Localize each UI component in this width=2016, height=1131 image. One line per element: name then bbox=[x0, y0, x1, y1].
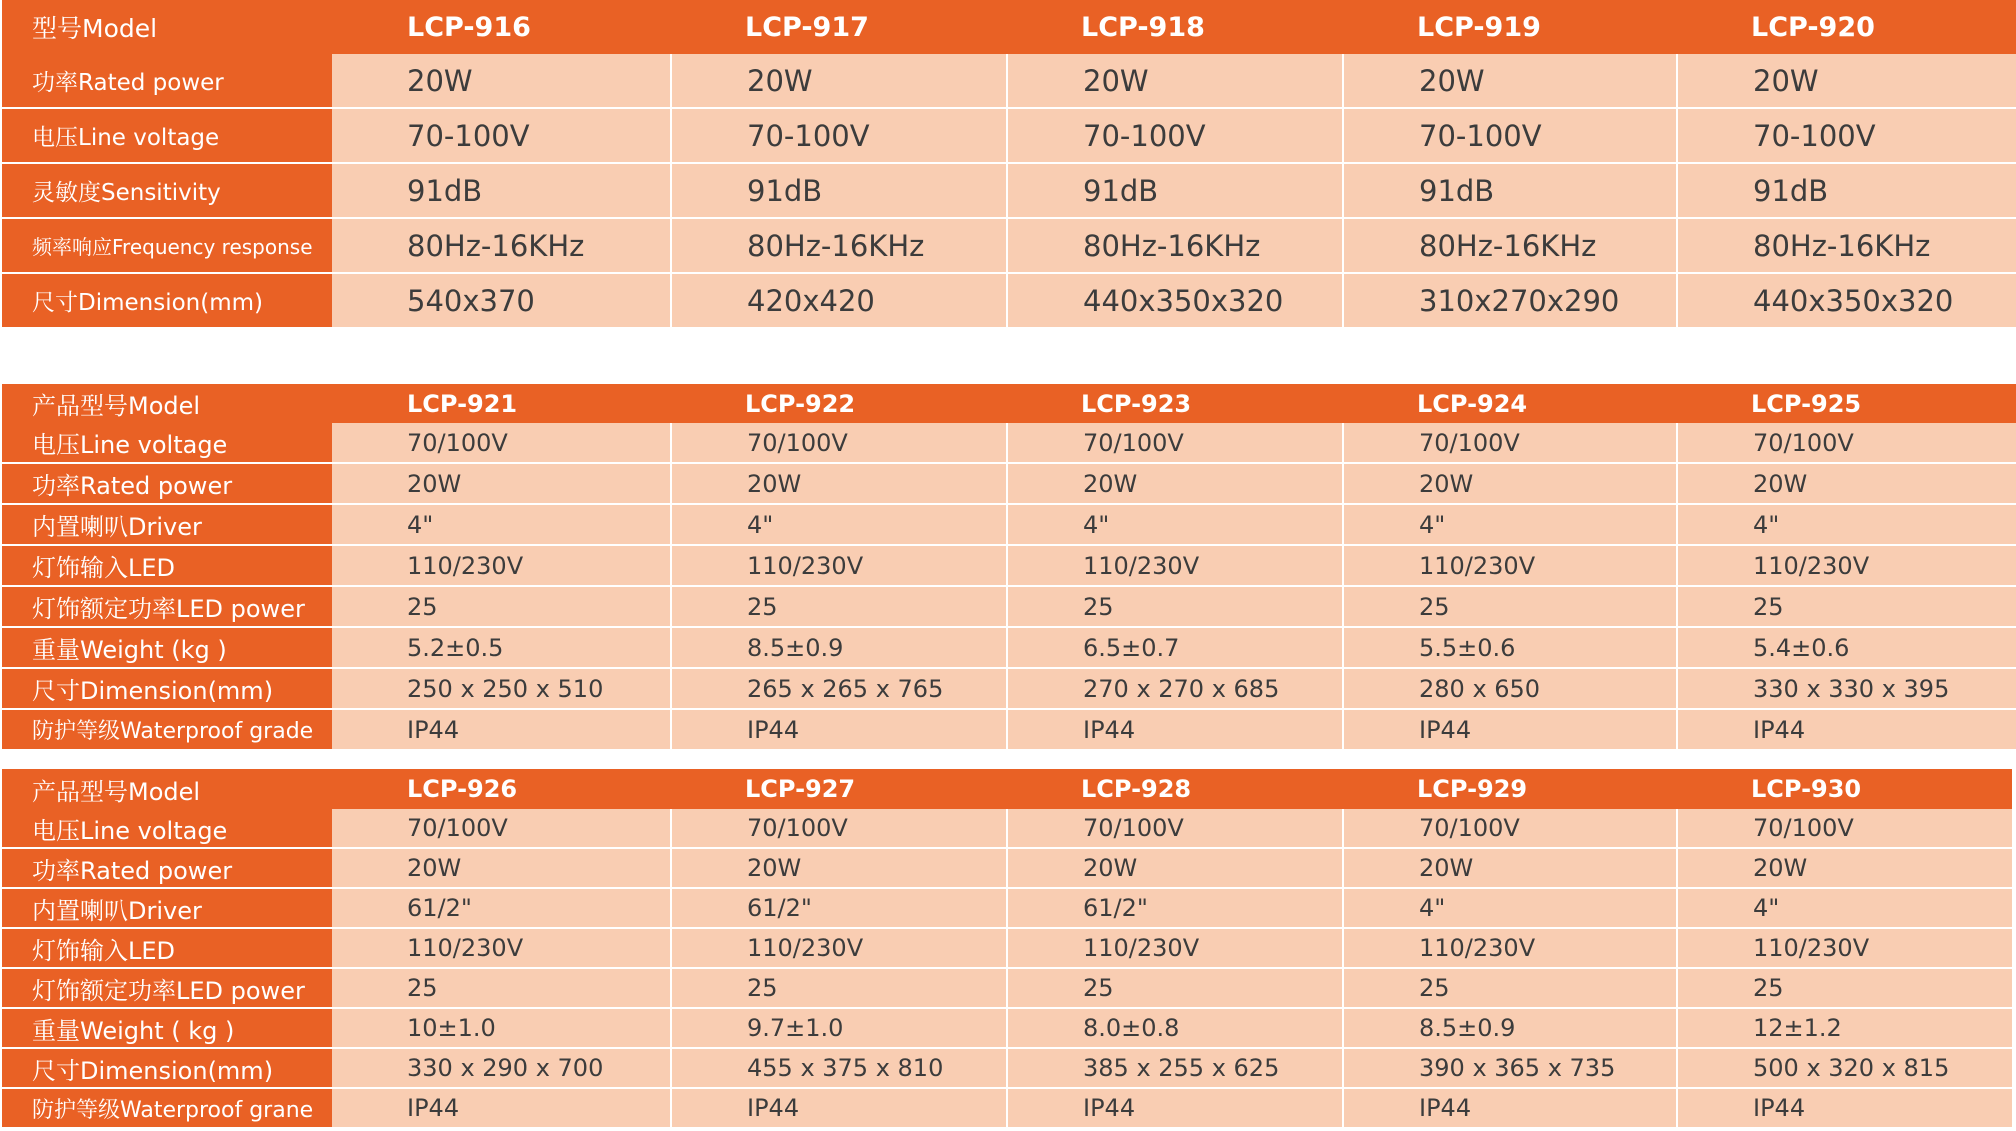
model-name: LCP-925 bbox=[1676, 384, 2016, 423]
spec-value: 70/100V bbox=[670, 423, 1006, 464]
model-name: LCP-929 bbox=[1342, 769, 1676, 809]
model-label: 产品型号Model bbox=[2, 384, 332, 423]
spec-value: 80Hz-16KHz bbox=[1006, 219, 1342, 274]
spec-value: 540x370 bbox=[332, 274, 670, 329]
spec-label: 功率Rated power bbox=[2, 54, 332, 109]
spec-value: 4" bbox=[1676, 889, 2012, 929]
spec-value: IP44 bbox=[1342, 710, 1676, 751]
spec-value: 110/230V bbox=[670, 929, 1006, 969]
spec-value: 270 x 270 x 685 bbox=[1006, 669, 1342, 710]
spec-value: IP44 bbox=[670, 1089, 1006, 1129]
spec-value: 80Hz-16KHz bbox=[670, 219, 1006, 274]
spec-value: 5.2±0.5 bbox=[332, 628, 670, 669]
spec-value: 70/100V bbox=[1676, 809, 2012, 849]
table-row bbox=[2, 587, 2016, 628]
table-row bbox=[2, 1049, 2012, 1089]
model-label: 型号Model bbox=[2, 0, 332, 54]
spec-label: 灯饰额定功率LED power bbox=[2, 587, 332, 628]
spec-label: 防护等级Waterproof grane bbox=[2, 1089, 332, 1129]
table-row bbox=[2, 710, 2016, 751]
spec-value: 20W bbox=[1676, 464, 2016, 505]
table-row bbox=[2, 969, 2012, 1009]
spec-value: 385 x 255 x 625 bbox=[1006, 1049, 1342, 1089]
spec-value: 20W bbox=[1676, 54, 2016, 109]
table-row bbox=[2, 274, 2016, 329]
spec-label: 电压Line voltage bbox=[2, 109, 332, 164]
spec-value: 20W bbox=[1006, 54, 1342, 109]
table-row bbox=[2, 109, 2016, 164]
spec-value: 110/230V bbox=[332, 929, 670, 969]
spec-value: 20W bbox=[670, 849, 1006, 889]
table-row bbox=[2, 219, 2016, 274]
spec-value: 61/2" bbox=[332, 889, 670, 929]
spec-value: IP44 bbox=[1676, 1089, 2012, 1129]
spec-value: 110/230V bbox=[1676, 546, 2016, 587]
spec-value: 91dB bbox=[1006, 164, 1342, 219]
model-name: LCP-927 bbox=[670, 769, 1006, 809]
spec-value: 70-100V bbox=[1006, 109, 1342, 164]
spec-label: 尺寸Dimension(mm) bbox=[2, 274, 332, 329]
spec-value: 80Hz-16KHz bbox=[1676, 219, 2016, 274]
spec-value: 25 bbox=[1006, 587, 1342, 628]
spec-value: 70/100V bbox=[332, 423, 670, 464]
model-name: LCP-930 bbox=[1676, 769, 2012, 809]
spec-value: 70/100V bbox=[1006, 809, 1342, 849]
spec-value: 8.0±0.8 bbox=[1006, 1009, 1342, 1049]
spec-value: 110/230V bbox=[332, 546, 670, 587]
spec-label: 内置喇叭Driver bbox=[2, 889, 332, 929]
spec-value: 6.5±0.7 bbox=[1006, 628, 1342, 669]
spec-value: 420x420 bbox=[670, 274, 1006, 329]
spec-value: 25 bbox=[332, 587, 670, 628]
spec-label: 灯饰额定功率LED power bbox=[2, 969, 332, 1009]
spec-label: 电压Line voltage bbox=[2, 809, 332, 849]
spec-value: 500 x 320 x 815 bbox=[1676, 1049, 2012, 1089]
model-name: LCP-921 bbox=[332, 384, 670, 423]
spec-value: 25 bbox=[670, 969, 1006, 1009]
table-header-row bbox=[2, 0, 2016, 54]
spec-value: 5.4±0.6 bbox=[1676, 628, 2016, 669]
spec-value: 110/230V bbox=[1342, 546, 1676, 587]
spec-label: 灵敏度Sensitivity bbox=[2, 164, 332, 219]
model-label: 产品型号Model bbox=[2, 769, 332, 809]
spec-value: 110/230V bbox=[1676, 929, 2012, 969]
spec-value: IP44 bbox=[1006, 710, 1342, 751]
spec-value: 4" bbox=[670, 505, 1006, 546]
model-name: LCP-920 bbox=[1676, 0, 2016, 54]
spec-value: 70-100V bbox=[1342, 109, 1676, 164]
spec-value: 20W bbox=[670, 464, 1006, 505]
spec-value: IP44 bbox=[1006, 1089, 1342, 1129]
spec-label: 功率Rated power bbox=[2, 464, 332, 505]
spec-value: 110/230V bbox=[670, 546, 1006, 587]
model-name: LCP-919 bbox=[1342, 0, 1676, 54]
model-name: LCP-917 bbox=[670, 0, 1006, 54]
spec-value: 70/100V bbox=[1342, 423, 1676, 464]
model-name: LCP-924 bbox=[1342, 384, 1676, 423]
spec-value: 4" bbox=[1342, 505, 1676, 546]
spec-value: 25 bbox=[1342, 587, 1676, 628]
table-row bbox=[2, 464, 2016, 505]
spec-value: 70-100V bbox=[332, 109, 670, 164]
spec-value: 80Hz-16KHz bbox=[1342, 219, 1676, 274]
table-row bbox=[2, 628, 2016, 669]
spec-value: 20W bbox=[332, 849, 670, 889]
spec-value: 70-100V bbox=[670, 109, 1006, 164]
table-row bbox=[2, 669, 2016, 710]
spec-value: 25 bbox=[1006, 969, 1342, 1009]
table-row bbox=[2, 809, 2012, 849]
spec-label: 重量Weight (kg ) bbox=[2, 628, 332, 669]
spec-label: 功率Rated power bbox=[2, 849, 332, 889]
spec-value: 91dB bbox=[1676, 164, 2016, 219]
spec-value: IP44 bbox=[670, 710, 1006, 751]
spec-value: IP44 bbox=[332, 710, 670, 751]
spec-value: 330 x 330 x 395 bbox=[1676, 669, 2016, 710]
spec-table-3 bbox=[2, 769, 2012, 1129]
spec-label: 尺寸Dimension(mm) bbox=[2, 669, 332, 710]
table-row bbox=[2, 546, 2016, 587]
spec-value: 61/2" bbox=[670, 889, 1006, 929]
model-name: LCP-922 bbox=[670, 384, 1006, 423]
spec-value: 20W bbox=[1676, 849, 2012, 889]
table-row bbox=[2, 929, 2012, 969]
model-name: LCP-926 bbox=[332, 769, 670, 809]
spec-label: 电压Line voltage bbox=[2, 423, 332, 464]
spec-value: 20W bbox=[1342, 54, 1676, 109]
table-row bbox=[2, 889, 2012, 929]
spec-label: 灯饰输入LED bbox=[2, 546, 332, 587]
table-row bbox=[2, 1089, 2012, 1129]
spec-value: 20W bbox=[332, 464, 670, 505]
model-name: LCP-916 bbox=[332, 0, 670, 54]
spec-value: IP44 bbox=[1676, 710, 2016, 751]
spec-value: 91dB bbox=[670, 164, 1006, 219]
table-row bbox=[2, 849, 2012, 889]
spec-value: 8.5±0.9 bbox=[670, 628, 1006, 669]
spec-value: 250 x 250 x 510 bbox=[332, 669, 670, 710]
spec-value: 80Hz-16KHz bbox=[332, 219, 670, 274]
spec-label: 内置喇叭Driver bbox=[2, 505, 332, 546]
spec-value: 455 x 375 x 810 bbox=[670, 1049, 1006, 1089]
spec-value: 8.5±0.9 bbox=[1342, 1009, 1676, 1049]
table-header-row bbox=[2, 384, 2016, 423]
spec-value: 70-100V bbox=[1676, 109, 2016, 164]
spec-value: 4" bbox=[332, 505, 670, 546]
spec-value: 280 x 650 bbox=[1342, 669, 1676, 710]
spec-value: 110/230V bbox=[1342, 929, 1676, 969]
spec-value: 25 bbox=[670, 587, 1006, 628]
table-header-row bbox=[2, 769, 2012, 809]
spec-value: 70/100V bbox=[1006, 423, 1342, 464]
spec-value: 91dB bbox=[332, 164, 670, 219]
spec-value: 20W bbox=[332, 54, 670, 109]
spec-value: 20W bbox=[670, 54, 1006, 109]
spec-value: 440x350x320 bbox=[1676, 274, 2016, 329]
spec-value: 70/100V bbox=[1676, 423, 2016, 464]
spec-value: 310x270x290 bbox=[1342, 274, 1676, 329]
spec-value: 20W bbox=[1006, 849, 1342, 889]
spec-value: IP44 bbox=[332, 1089, 670, 1129]
model-name: LCP-923 bbox=[1006, 384, 1342, 423]
spec-value: 70/100V bbox=[670, 809, 1006, 849]
spec-value: 70/100V bbox=[332, 809, 670, 849]
spec-value: 9.7±1.0 bbox=[670, 1009, 1006, 1049]
spec-value: 4" bbox=[1342, 889, 1676, 929]
spec-value: IP44 bbox=[1342, 1089, 1676, 1129]
spec-value: 25 bbox=[1676, 587, 2016, 628]
spec-value: 12±1.2 bbox=[1676, 1009, 2012, 1049]
spec-value: 20W bbox=[1342, 464, 1676, 505]
spec-value: 25 bbox=[1342, 969, 1676, 1009]
spec-value: 70/100V bbox=[1342, 809, 1676, 849]
spec-value: 4" bbox=[1676, 505, 2016, 546]
spec-value: 440x350x320 bbox=[1006, 274, 1342, 329]
spec-table-2 bbox=[2, 384, 2016, 751]
spec-value: 10±1.0 bbox=[332, 1009, 670, 1049]
spec-value: 25 bbox=[332, 969, 670, 1009]
spec-value: 110/230V bbox=[1006, 546, 1342, 587]
table-row bbox=[2, 1009, 2012, 1049]
spec-value: 330 x 290 x 700 bbox=[332, 1049, 670, 1089]
table-row bbox=[2, 164, 2016, 219]
spec-label: 防护等级Waterproof grade bbox=[2, 710, 332, 751]
spec-label: 尺寸Dimension(mm) bbox=[2, 1049, 332, 1089]
table-row bbox=[2, 505, 2016, 546]
spec-label: 灯饰输入LED bbox=[2, 929, 332, 969]
model-name: LCP-918 bbox=[1006, 0, 1342, 54]
table-row bbox=[2, 423, 2016, 464]
spec-table-1 bbox=[2, 0, 2016, 329]
table-row bbox=[2, 54, 2016, 109]
spec-label: 重量Weight ( kg ) bbox=[2, 1009, 332, 1049]
spec-value: 61/2" bbox=[1006, 889, 1342, 929]
model-name: LCP-928 bbox=[1006, 769, 1342, 809]
spec-value: 110/230V bbox=[1006, 929, 1342, 969]
spec-value: 4" bbox=[1006, 505, 1342, 546]
spec-value: 20W bbox=[1342, 849, 1676, 889]
spec-value: 91dB bbox=[1342, 164, 1676, 219]
spec-label: 频率响应Frequency response bbox=[2, 219, 332, 274]
spec-value: 265 x 265 x 765 bbox=[670, 669, 1006, 710]
spec-value: 25 bbox=[1676, 969, 2012, 1009]
spec-value: 5.5±0.6 bbox=[1342, 628, 1676, 669]
spec-value: 20W bbox=[1006, 464, 1342, 505]
spec-value: 390 x 365 x 735 bbox=[1342, 1049, 1676, 1089]
